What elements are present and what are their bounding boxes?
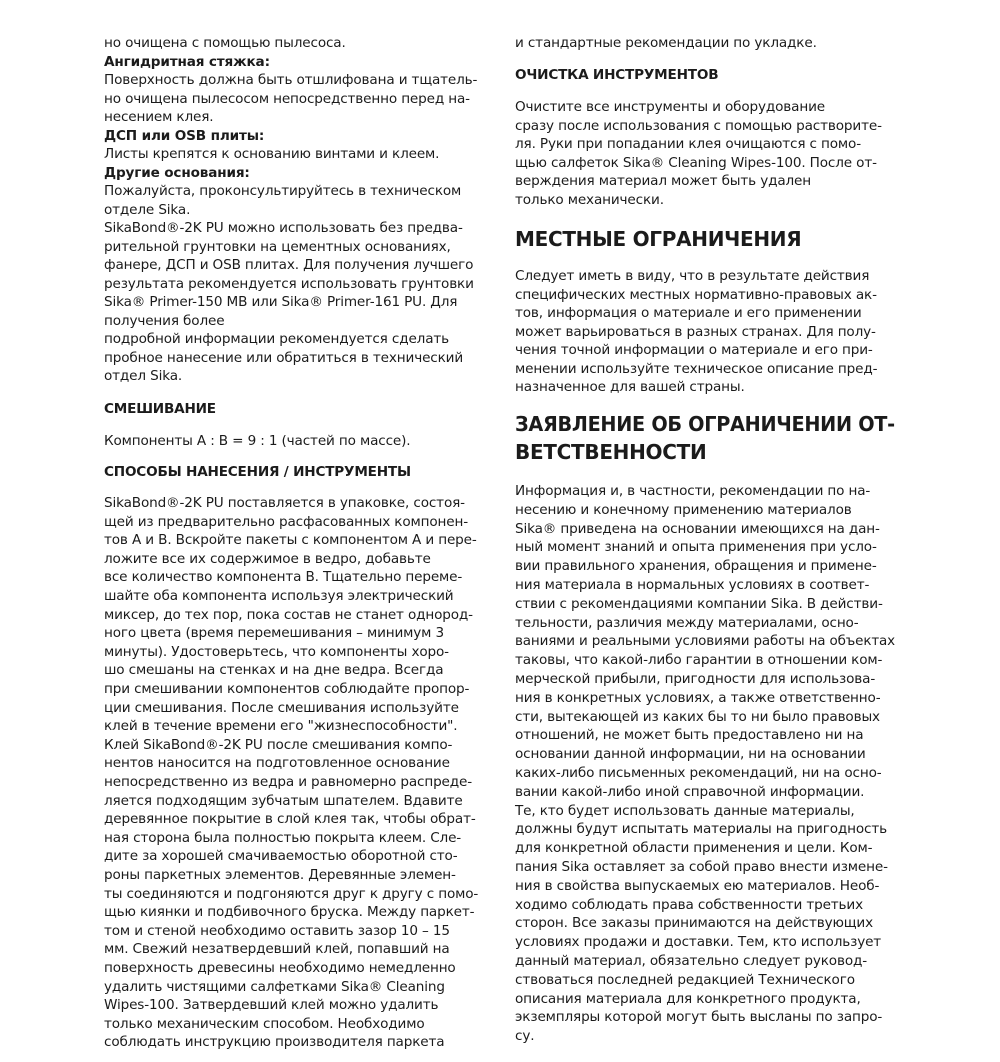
tools-cleaning-line: Очистите все инструменты и оборудование — [515, 99, 825, 115]
application-text-line: Wipes-100. Затвердевший клей можно удалить — [104, 997, 439, 1014]
application-text-line: только механическим способом. Необходимо — [104, 1015, 425, 1032]
tools-cleaning-line: верждения материал может быть удален — [515, 173, 812, 189]
disclaimer-text-line: ствоваться последней редакцией Технического — [515, 971, 855, 988]
disclaimer-heading-line: ВЕТСТВЕННОСТИ — [515, 440, 707, 464]
disclaimer-text-line: основании данной информации, ни на основании — [515, 746, 866, 763]
application-text-line: ная сторона была полностью покрыта клеем. Сле- — [104, 829, 462, 846]
disclaimer-heading-line: ЗАЯВЛЕНИЕ ОБ ОГРАНИЧЕНИИ ОТ- — [515, 412, 895, 436]
tools-cleaning-line: сразу после использования с помощью растворите- — [515, 118, 882, 134]
other-substrates-line: фанере, ДСП и OSB плитах. Для получения лучшего — [104, 257, 474, 273]
disclaimer-text-line: ния в свойства выпускаемых ею материалов. Необ- — [515, 877, 880, 894]
disclaimer-text-line: Информация и, в частности, рекомендации по на- — [515, 483, 871, 499]
anhydrite-text-line: Поверхность должна быть отшлифована и тщатель- — [104, 72, 478, 88]
tools-cleaning-line: ля. Руки при попадании клея очищаются с помо- — [515, 136, 861, 152]
application-text-line: соблюдать инструкцию производителя паркета — [104, 1034, 445, 1051]
application-text-line: удалить чистящими салфетками Sika® Cleaning — [104, 978, 445, 995]
disclaimer-text-line: описания материала для конкретного продукта, — [515, 990, 861, 1007]
tools-cleaning-line: только механически. — [515, 192, 664, 208]
application-text-line: непосредственно из ведра и равномерно распреде- — [104, 774, 472, 790]
application-text-line: все количество компонента В. Тщательно переме- — [104, 569, 463, 586]
other-substrates-line: отделе Sika. — [104, 202, 191, 218]
disclaimer-text-line: для конкретной области применения и цели. Ком- — [515, 840, 873, 857]
local-restrictions-line: может варьироваться в разных странах. Для полу- — [515, 324, 876, 340]
chipboard-text-line: Листы крепятся к основанию винтами и клеем. — [104, 146, 440, 162]
application-text-line: ного цвета (время перемешивания – минимум 3 — [104, 625, 444, 642]
disclaimer-text-line: несению и конечному применению материалов — [515, 501, 852, 518]
disclaimer-text-line: экземпляры которой могут быть высланы по запро- — [515, 1009, 883, 1026]
disclaimer-text-line: пания Sika оставляет за собой право внести измене- — [515, 859, 888, 875]
disclaimer-text-line: таковы, что какой-либо гарантии в отношении ком- — [515, 652, 883, 669]
other-substrates-line: пробное нанесение или обратиться в технический — [104, 350, 464, 366]
other-substrates-line: Sika® Primer-150 MB или Sika® Primer-161 PU. Для — [104, 294, 458, 310]
anhydrite-text-line: несением клея. — [104, 109, 214, 125]
application-text-line: SikaBond®-2K PU поставляется в упаковке, состоя- — [104, 495, 465, 511]
application-text-line: поверхность древесины необходимо немедленно — [104, 960, 456, 976]
disclaimer-text-line: ния материала в нормальных условиях в соответ- — [515, 577, 870, 593]
disclaimer-text-line: данный материал, обязательно следует руковод- — [515, 953, 867, 969]
local-restrictions-line: назначенное для вашей страны. — [515, 379, 745, 395]
tools-cleaning-heading: ОЧИСТКА ИНСТРУМЕНТОВ — [515, 67, 719, 83]
application-text-line: том и стеной необходимо оставить зазор 10 – 15 — [104, 922, 450, 939]
disclaimer-text-line: ствии с рекомендациями компании Sika. В действи- — [515, 595, 883, 612]
other-substrates-line: отдел Sika. — [104, 368, 183, 384]
other-substrates-line: результата рекомендуется использовать грунтовки — [104, 276, 474, 292]
application-text-line: роны паркетных элементов. Деревянные элемен- — [104, 867, 456, 883]
application-text-line: деревянное покрытие в слой клея так, чтобы обрат- — [104, 811, 476, 828]
disclaimer-text-line: вании какой-либо иной справочной информации. — [515, 783, 865, 800]
disclaimer-text-line: условиях продажи и доставки. Тем, кто использует — [515, 934, 882, 951]
other-substrates-line: SikaBond®-2K PU можно использовать без предва- — [104, 220, 463, 236]
disclaimer-text-line: ния в конкретных условиях, а также ответственно- — [515, 689, 881, 706]
application-text-line: миксер, до тех пор, пока состав не станет однород- — [104, 606, 473, 623]
application-text-line: мм. Свежий незатвердевший клей, попавший на — [104, 941, 450, 958]
application-text-line: шайте оба компонента используя электрический — [104, 588, 454, 604]
other-substrates-line: подробной информации рекомендуется сделать — [104, 331, 450, 347]
local-restrictions-line: Следует иметь в виду, что в результате действия — [515, 268, 870, 284]
local-restrictions-line: тов, информация о материале и его применении — [515, 305, 862, 321]
disclaimer-text-line: су. — [515, 1028, 535, 1045]
disclaimer-text-line: ходимо соблюдать права собственности третьих — [515, 896, 863, 913]
disclaimer-text-line: Sika® приведена на основании имеющихся на дан- — [515, 520, 880, 537]
local-restrictions-line: специфических местных нормативно-правовых ак- — [515, 287, 877, 303]
other-substrates-title: Другие основания: — [104, 165, 250, 181]
application-text-line: щью киянки и подбивочного бруска. Между паркет- — [104, 904, 475, 921]
application-text-line: щей из предварительно расфасованных компонен- — [104, 513, 468, 530]
mixing-heading: СМЕШИВАНИЕ — [104, 401, 216, 417]
local-restrictions-line: менении используйте техническое описание пред- — [515, 361, 878, 377]
local-restrictions-line: чения точной информации о материале и его при- — [515, 342, 873, 358]
application-text-line: минуты). Удостоверьтесь, что компоненты хоро- — [104, 643, 449, 660]
disclaimer-text-line: Те, кто будет использовать данные материалы, — [515, 802, 855, 819]
other-substrates-line: рительной грунтовки на цементных основаниях, — [104, 239, 451, 255]
disclaimer-text-line: вии правильного хранения, обращения и примене- — [515, 558, 877, 575]
application-heading: СПОСОБЫ НАНЕСЕНИЯ / ИНСТРУМЕНТЫ — [104, 464, 411, 480]
anhydrite-screed-title: Ангидритная стяжка: — [104, 54, 270, 70]
application-text-line: ложите все их содержимое в ведро, добавьте — [104, 550, 431, 567]
application-text-line: ции смешивания. После смешивания используйте — [104, 699, 459, 716]
disclaimer-text-line: сти, вытекающей из каких бы то ни было правовых — [515, 708, 880, 725]
right-intro-line: и стандартные рекомендации по укладке. — [515, 35, 817, 51]
mixing-ratio-text: Компоненты А : В = 9 : 1 (частей по массе). — [104, 433, 411, 449]
disclaimer-text-line: ваниями и реальными условиями работы на объектах — [515, 633, 895, 650]
application-text-line: при смешивании компонентов соблюдайте пропор- — [104, 681, 470, 697]
application-text-line: дите за хорошей смачиваемостью оборотной сто- — [104, 848, 458, 865]
anhydrite-text-line: но очищена пылесосом непосредственно перед на- — [104, 91, 470, 107]
application-text-line: нентов наносится на подготовленное основание — [104, 755, 450, 772]
application-text-line: клей в течение времени его "жизнеспособности". — [104, 718, 458, 735]
disclaimer-text-line: ный момент знаний и опыта применения при усло- — [515, 539, 877, 556]
local-restrictions-heading: МЕСТНЫЕ ОГРАНИЧЕНИЯ — [515, 227, 802, 251]
application-text-line: Клей SikaBond®-2K PU после смешивания компо- — [104, 736, 453, 753]
chipboard-title: ДСП или OSB плиты: — [104, 128, 265, 144]
disclaimer-text-line: каких-либо письменных рекомендаций, ни на осно- — [515, 765, 882, 781]
disclaimer-text-line: сторон. Все заказы принимаются на действующих — [515, 915, 874, 932]
application-text-line: шо смешаны на стенках и на дне ведра. Всегда — [104, 662, 444, 679]
other-substrates-line: Пожалуйста, проконсультируйтесь в техническом — [104, 183, 462, 199]
other-substrates-line: получения более — [104, 313, 225, 329]
left-intro-line: но очищена с помощью пылесоса. — [104, 35, 346, 51]
tools-cleaning-line: щью салфеток Sika® Cleaning Wipes-100. После от- — [515, 155, 877, 171]
application-text-line: ляется подходящим зубчатым шпателем. Вдавите — [104, 792, 463, 809]
disclaimer-text-line: тельности, различия между материалами, осно- — [515, 614, 859, 631]
disclaimer-text-line: мерческой прибыли, пригодности для использова- — [515, 671, 876, 687]
application-text-line: ты соединяются и подгоняются друг к другу с помо- — [104, 885, 479, 902]
disclaimer-text-line: должны будут испытать материалы на пригодность — [515, 821, 887, 838]
application-text-line: тов А и В. Вскройте пакеты с компонентом А и пере- — [104, 532, 477, 549]
disclaimer-text-line: отношений, не может быть предоставлено ни на — [515, 727, 864, 744]
